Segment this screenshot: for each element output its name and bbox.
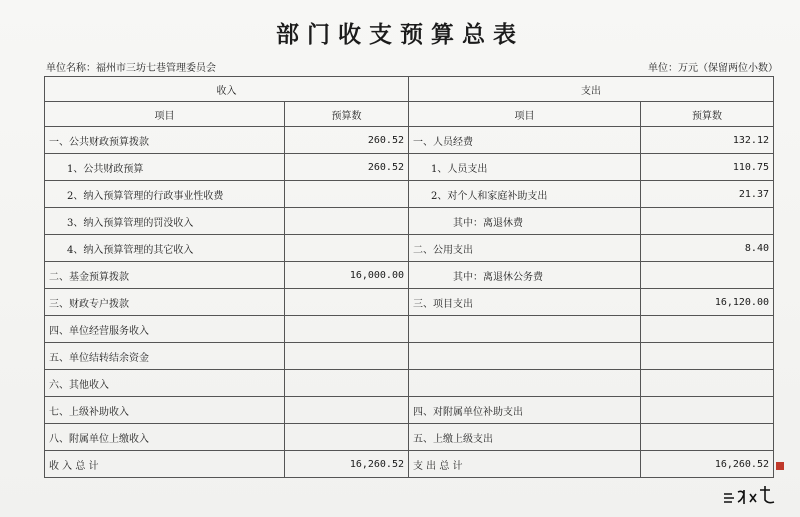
sanfang-qixiang-logo	[720, 472, 780, 508]
expense-amount: 16,260.52	[641, 451, 774, 478]
expense-item: 五、上缴上级支出	[409, 424, 641, 451]
table-row	[45, 154, 774, 181]
expense-item: 支 出 总 计	[409, 451, 641, 478]
table-row	[45, 424, 774, 451]
table-row	[45, 289, 774, 316]
expense-item: 二、公用支出	[409, 235, 641, 262]
income-item-header: 项目	[45, 102, 285, 127]
income-amount	[285, 397, 409, 424]
income-item: 3、纳入预算管理的罚没收入	[45, 208, 285, 235]
expense-item: 2、对个人和家庭补助支出	[409, 181, 641, 208]
table-row	[45, 235, 774, 262]
income-item: 1、公共财政预算	[45, 154, 285, 181]
page-title: 部门收支预算总表	[276, 21, 524, 48]
income-item: 七、上级补助收入	[45, 397, 285, 424]
income-item: 三、财政专户拨款	[45, 289, 285, 316]
income-item: 一、公共财政预算拨款	[45, 127, 285, 154]
expense-amount: 132.12	[641, 127, 774, 154]
table-row	[45, 208, 774, 235]
expense-amount	[641, 262, 774, 289]
table-row	[45, 181, 774, 208]
table-row	[45, 451, 774, 478]
expense-item	[409, 343, 641, 370]
expense-item: 四、对附属单位补助支出	[409, 397, 641, 424]
table-row	[45, 370, 774, 397]
income-item: 六、其他收入	[45, 370, 285, 397]
budget-table	[44, 76, 774, 478]
income-amount: 16,260.52	[285, 451, 409, 478]
income-amount: 260.52	[285, 127, 409, 154]
income-amount	[285, 343, 409, 370]
income-item: 4、纳入预算管理的其它收入	[45, 235, 285, 262]
income-amount	[285, 370, 409, 397]
expense-item: 其中：离退休公务费	[409, 262, 641, 289]
income-amount	[285, 289, 409, 316]
red-seal-stamp	[776, 462, 784, 470]
income-amount: 16,000.00	[285, 262, 409, 289]
expense-amount	[641, 316, 774, 343]
expense-header: 支出	[409, 77, 774, 102]
table-row	[45, 262, 774, 289]
expense-amount: 16,120.00	[641, 289, 774, 316]
expense-amount: 21.37	[641, 181, 774, 208]
unit-note: 单位：万元（保留两位小数）	[648, 63, 778, 74]
expense-amount	[641, 424, 774, 451]
column-header-row	[45, 102, 774, 127]
expense-item: 其中：离退休费	[409, 208, 641, 235]
income-amount	[285, 208, 409, 235]
income-amount	[285, 316, 409, 343]
table-row	[45, 343, 774, 370]
expense-amount	[641, 208, 774, 235]
table-row	[45, 397, 774, 424]
table-row	[45, 316, 774, 343]
expense-item: 三、项目支出	[409, 289, 641, 316]
unit-name: 单位名称：福州市三坊七巷管理委员会	[46, 63, 216, 74]
expense-amount	[641, 370, 774, 397]
income-amount	[285, 235, 409, 262]
expense-item	[409, 370, 641, 397]
expense-item: 一、人员经费	[409, 127, 641, 154]
income-amount	[285, 181, 409, 208]
expense-item	[409, 316, 641, 343]
income-item: 二、基金预算拨款	[45, 262, 285, 289]
expense-amount: 8.40	[641, 235, 774, 262]
income-item: 四、单位经营服务收入	[45, 316, 285, 343]
expense-item: 1、人员支出	[409, 154, 641, 181]
expense-item-header: 项目	[409, 102, 641, 127]
section-header-row	[45, 77, 774, 102]
expense-amount	[641, 397, 774, 424]
income-item: 五、单位结转结余资金	[45, 343, 285, 370]
income-item: 八、附属单位上缴收入	[45, 424, 285, 451]
income-item: 2、纳入预算管理的行政事业性收费	[45, 181, 285, 208]
income-amount: 260.52	[285, 154, 409, 181]
income-amount-header: 预算数	[285, 102, 409, 127]
expense-amount	[641, 343, 774, 370]
expense-amount: 110.75	[641, 154, 774, 181]
income-header: 收入	[45, 77, 409, 102]
expense-amount-header: 预算数	[641, 102, 774, 127]
table-row	[45, 127, 774, 154]
income-item: 收 入 总 计	[45, 451, 285, 478]
income-amount	[285, 424, 409, 451]
